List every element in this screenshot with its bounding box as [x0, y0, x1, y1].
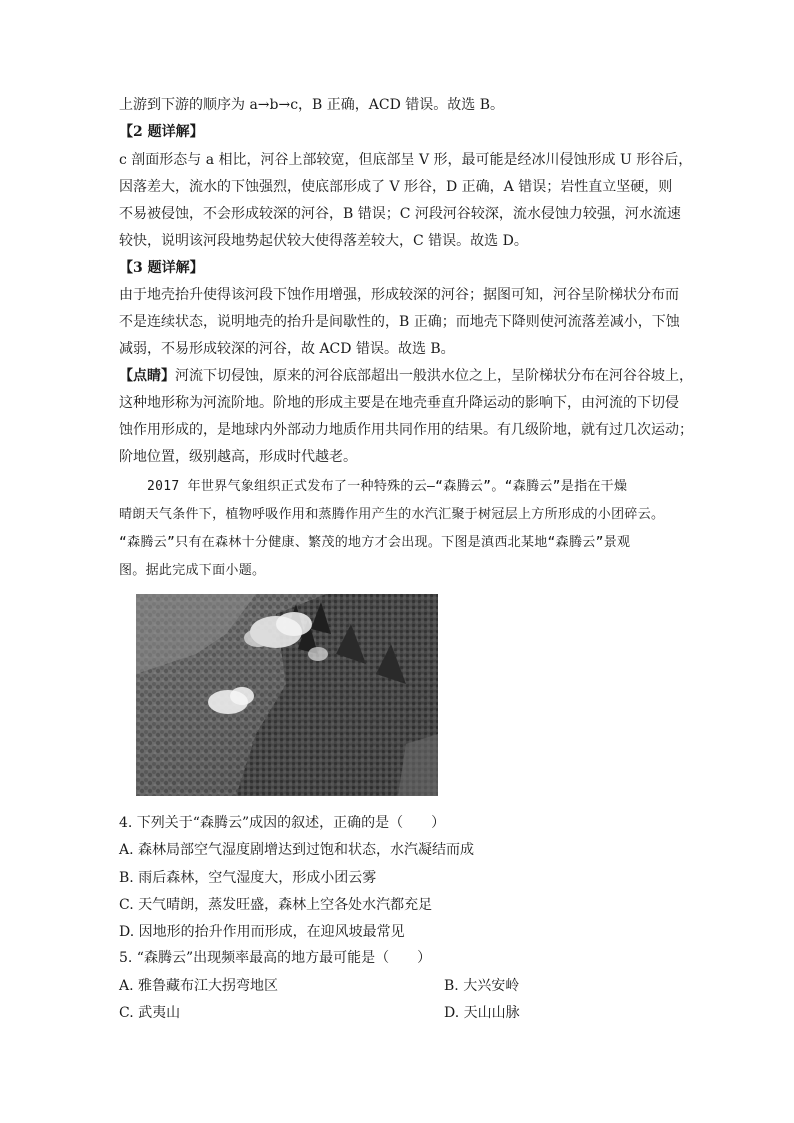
tip-line: 阶地位置，级别越高，形成时代越老。: [119, 449, 357, 465]
q5-stem: 5. “森腾云”出现频率最高的地方最可能是（ ）: [119, 950, 432, 966]
tip-line: 这种地形称为河流阶地。阶地的形成主要是在地壳垂直升降运动的影响下，由河流的下切侵: [119, 395, 679, 411]
q5-option-d: D. 天山山脉: [444, 1005, 520, 1021]
q3-line: 减弱，不易形成较深的河谷，故 ACD 错误。故选 B。: [119, 341, 455, 357]
tip-line: 蚀作用形成的，是地球内外部动力地质作用共同作用的结果。有几级阶地，就有过几次运动；: [119, 422, 693, 438]
tip-label: 【点睛】: [119, 368, 175, 384]
q4-option-b: B. 雨后森林，空气湿度大，形成小团云雾: [119, 870, 377, 886]
q2-line: 较快，说明该河段地势起伏较大使得落差较大，C 错误。故选 D。: [119, 233, 528, 249]
q2-line: c 剖面形态与 a 相比，河谷上部较宽，但底部呈 V 形，最可能是经冰川侵蚀形成 U 形谷后，: [119, 152, 693, 168]
q5-option-a: A. 雅鲁藏布江大拐弯地区: [119, 978, 279, 994]
q2-line: 不易被侵蚀，不会形成较深的河谷，B 错误；C 河段河谷较深，流水侵蚀力较强，河水流速: [119, 206, 681, 222]
passage-line: 晴朗天气条件下，植物呼吸作用和蒸腾作用产生的水汽汇聚于树冠层上方所形成的小团碎云。: [119, 507, 665, 522]
q3-line: 不是连续状态，说明地壳的抬升是间歇性的，B 正确；而地壳下降则使河流落差减小，下蚀: [119, 314, 680, 330]
q4-option-d: D. 因地形的抬升作用而形成，在迎风坡最常见: [119, 924, 405, 940]
q4-stem: 4. 下列关于“森腾云”成因的叙述，正确的是（ ）: [119, 815, 446, 831]
q5-option-b: B. 大兴安岭: [444, 978, 520, 994]
answer-line: 上游到下游的顺序为 a→b→c，B 正确，ACD 错误。故选 B。: [119, 97, 505, 113]
q4-option-a: A. 森林局部空气湿度剧增达到过饱和状态，水汽凝结而成: [119, 842, 475, 858]
q3-heading: 【3 题详解】: [119, 260, 204, 276]
passage-line: “森腾云”只有在森林十分健康、繁茂的地方才会出现。下图是滇西北某地“森腾云”景观: [119, 535, 631, 550]
q5-option-c: C. 武夷山: [119, 1005, 181, 1021]
q2-line: 因落差大，流水的下蚀强烈，使底部形成了 V 形谷，D 正确，A 错误；岩性直立坚硬，则: [119, 179, 673, 195]
q2-heading: 【2 题详解】: [119, 124, 204, 140]
tip-text: 河流下切侵蚀，原来的河谷底部超出一般洪水位之上，呈阶梯状分布在河谷谷坡上，: [175, 368, 693, 384]
passage-line: 图。据此完成下面小题。: [119, 563, 266, 578]
passage-line: 2017 年世界气象组织正式发布了一种特殊的云—“森腾云”。“森腾云”是指在干燥: [147, 479, 628, 494]
q4-option-c: C. 天气晴朗，蒸发旺盛，森林上空各处水汽都充足: [119, 897, 433, 913]
q3-line: 由于地壳抬升使得该河段下蚀作用增强，形成较深的河谷；据图可知，河谷呈阶梯状分布而: [119, 287, 679, 303]
forest-cloud-photo: [136, 594, 438, 796]
tip-paragraph-first-line: [119, 366, 693, 386]
